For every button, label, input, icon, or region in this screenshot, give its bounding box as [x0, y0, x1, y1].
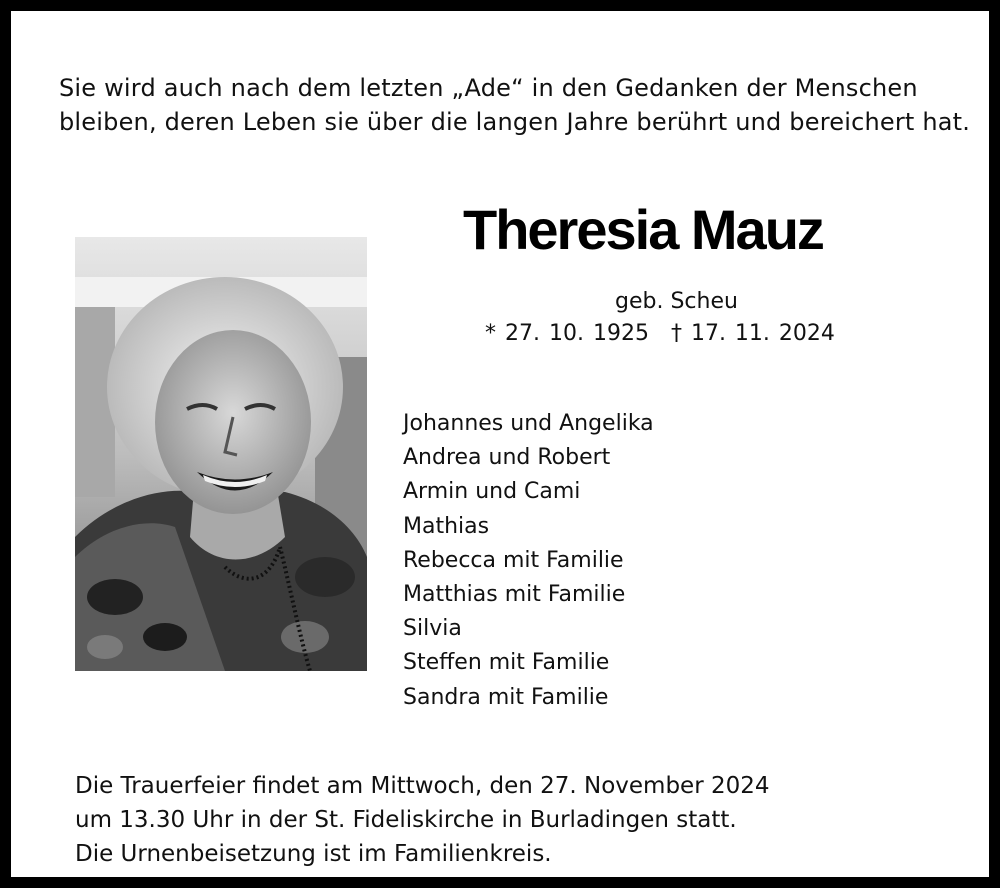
list-item: Johannes und Angelika	[403, 411, 654, 436]
footer-line: Die Trauerfeier findet am Mittwoch, den 27. November 2024	[75, 773, 770, 799]
intro-line: Sie wird auch nach dem letzten „Ade“ in den Gedanken der Menschen	[59, 74, 918, 102]
death-date: † 17. 11. 2024	[670, 321, 835, 346]
list-item: Matthias mit Familie	[403, 581, 626, 607]
birth-name: geb. Scheu	[615, 289, 738, 314]
list-item: Armin und Cami	[403, 479, 581, 505]
list-item: Rebecca mit Familie	[403, 547, 624, 573]
funeral-details	[75, 769, 770, 871]
life-dates	[485, 321, 835, 346]
birth-date: * 27. 10. 1925	[485, 321, 649, 346]
list-item: Andrea und Robert	[403, 445, 611, 471]
list-item: Steffen mit Familie	[403, 650, 610, 676]
list-item: Silvia	[403, 616, 462, 642]
intro-verse	[59, 71, 970, 139]
list-item: Sandra mit Familie	[403, 684, 609, 710]
list-item: Mathias	[403, 513, 490, 539]
portrait-icon	[75, 237, 367, 671]
portrait-photo	[75, 237, 367, 671]
footer-line: um 13.30 Uhr in der St. Fideliskirche in Burladingen statt.	[75, 807, 737, 833]
deceased-name: Theresia Mauz	[463, 198, 823, 261]
intro-line: bleiben, deren Leben sie über die langen Jahre berührt und bereichert hat.	[59, 108, 971, 136]
relatives-list	[403, 407, 654, 715]
footer-line: Die Urnenbeisetzung ist im Familienkreis.	[75, 841, 552, 867]
